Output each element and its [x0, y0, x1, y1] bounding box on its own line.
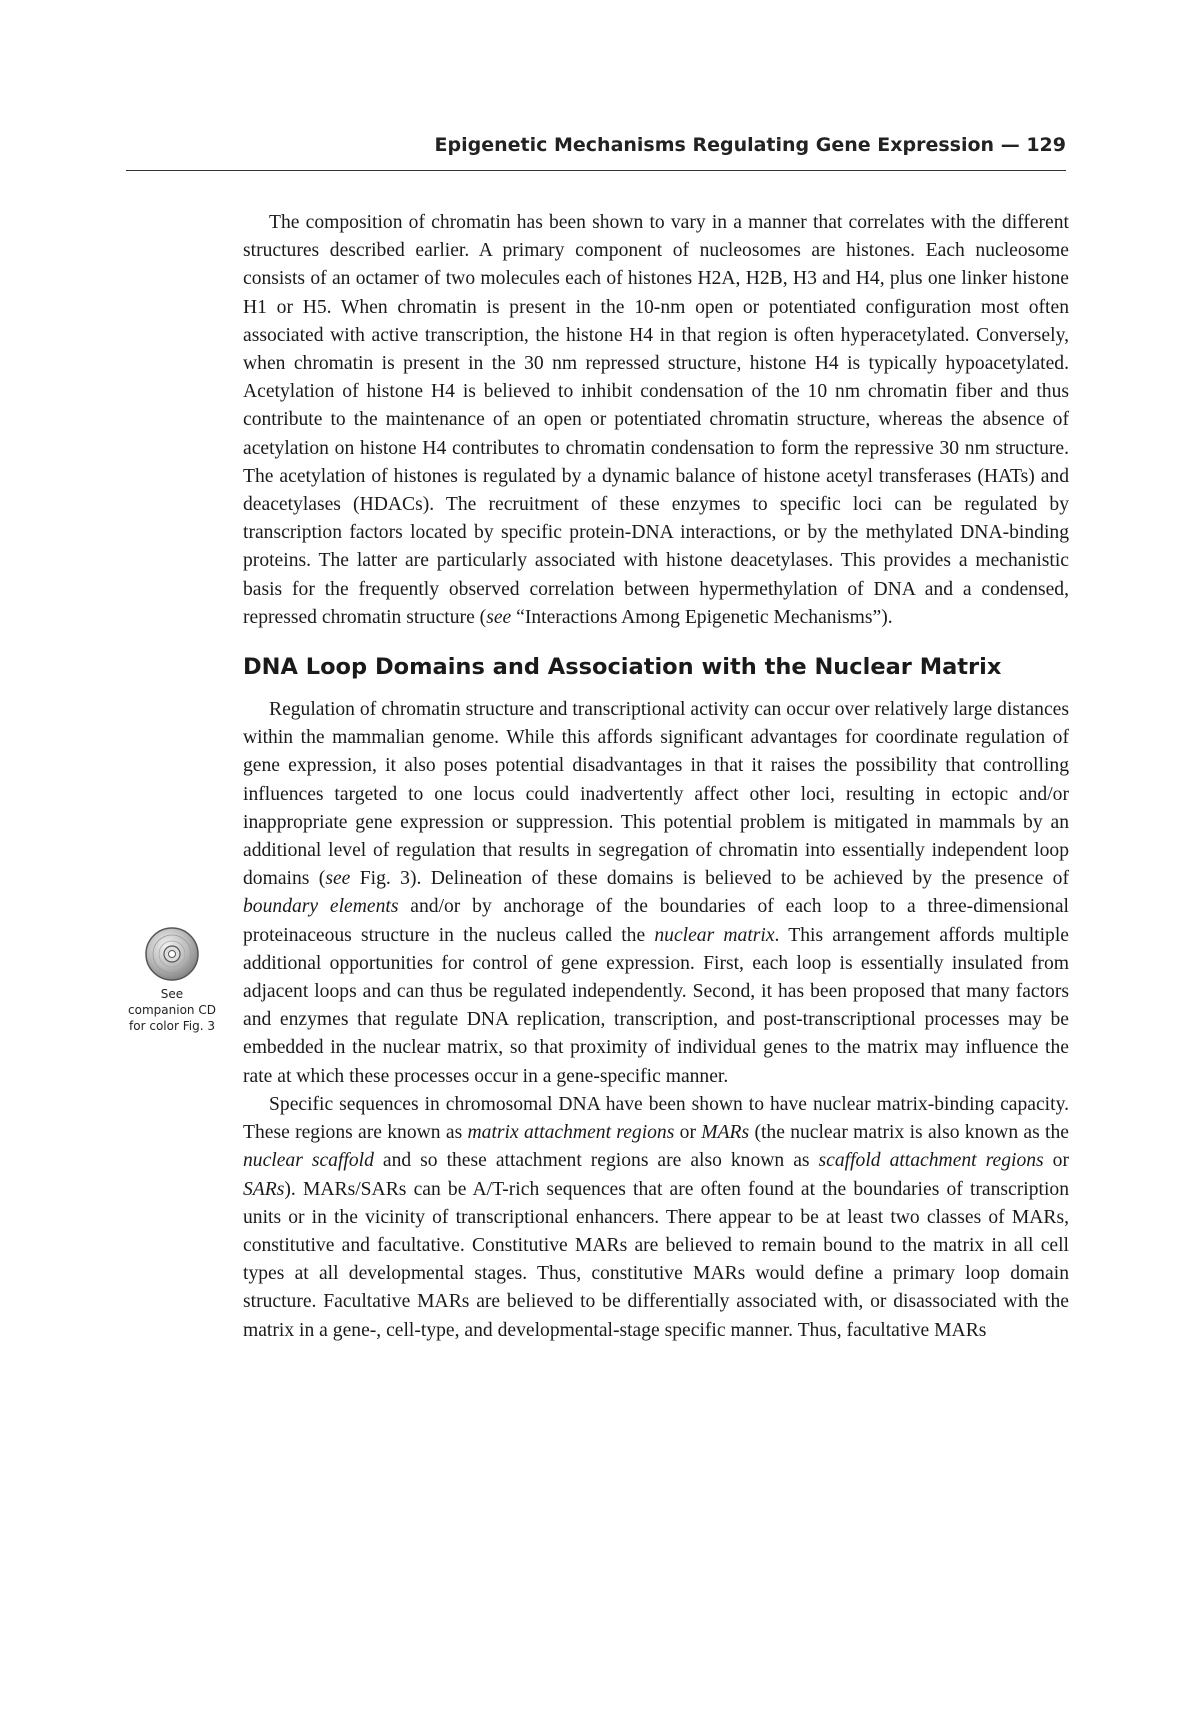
term-nuclear-matrix: nuclear matrix	[654, 924, 775, 946]
note-color-fig: for color Fig. 3	[129, 1019, 215, 1033]
cd-icon	[144, 926, 200, 982]
note-companion-cd: companion CD	[128, 1003, 216, 1017]
body-text	[243, 209, 1069, 1345]
paragraph-chromatin-composition	[243, 209, 1069, 632]
paragraph-mars	[243, 1091, 1069, 1345]
paragraph-text: . This arrangement affords multiple additional opportunities for control of gene expression. First, each loop is essentially insulated from adjacent loops and can thus be regulated independently. Second, it has been proposed that many factors and enzymes that regulate DNA replication, transcription, and post-transcriptional processes may be embedded in the nuclear matrix, so that proximity of individual genes to the matrix may influence the rate at which these processes occur in a gene-specific manner.	[243, 924, 1069, 1087]
running-head-separator: —	[994, 134, 1027, 156]
paragraph-text: Fig. 3). Delineation of these domains is believed to be achieved by the presence of	[350, 868, 1069, 890]
term-matrix-attachment-regions: matrix attachment regions	[467, 1122, 675, 1144]
term-scaffold-attachment-regions: scaffold attachment regions	[818, 1150, 1044, 1172]
paragraph-text: Specific sequences in chromosomal DNA have been shown to have nuclear matrix-binding capacity. These regions are known as	[243, 1093, 1069, 1144]
header-rule	[126, 170, 1066, 171]
paragraph-text: and/or by anchorage of the boundaries of each loop to a three-dimensional proteinaceous structure in the nucleus called the	[243, 896, 1069, 946]
page-number: 129	[1026, 134, 1066, 156]
section-heading: DNA Loop Domains and Association with the Nuclear Matrix	[243, 654, 1002, 681]
companion-cd-note	[120, 926, 224, 1034]
paragraph-text: Regulation of chromatin structure and transcriptional activity can occur over relatively large distances within the mammalian genome. While this affords significant advantages for coordinate regulation of gene expression, it also poses potential disadvantages in that it raises the possibility that controlling influences targeted to one locus could inadvertently affect other loci, resulting in ectopic and/or inappropriate gene expression or suppression. This potential problem is mitigated in mammals by an additional level of regulation that results in segregation of chromatin into essentially independent loop domains (	[243, 699, 1069, 890]
see-reference: see	[486, 606, 512, 628]
running-title: Epigenetic Mechanisms Regulating Gene Expression	[434, 134, 995, 156]
paragraph-loop-domains	[243, 696, 1069, 1091]
see-reference: see	[325, 868, 351, 890]
term-boundary-elements: boundary elements	[243, 896, 399, 918]
term-mars: MARs	[701, 1122, 750, 1144]
paragraph-text: and so these attachment regions are also known as	[373, 1150, 819, 1172]
note-see: See	[160, 987, 184, 1001]
term-sars: SARs	[243, 1178, 285, 1200]
cross-reference: “Interactions Among Epigenetic Mechanisms”).	[511, 606, 893, 628]
term-nuclear-scaffold: nuclear scaffold	[243, 1150, 374, 1172]
running-head	[126, 134, 1066, 156]
paragraph-text: The composition of chromatin has been shown to vary in a manner that correlates with the different structures described earlier. A primary component of nucleosomes are histones. Each nucleosome consists of an octamer of two molecules each of histones H2A, H2B, H3 and H4, plus one linker histone H1 or H5. When chromatin is present in the 10-nm open or potentiated configuration most often associated with active transcription, the histone H4 in that region is often hyperacetylated. Conversely, when chromatin is present in the 30 nm repressed structure, histone H4 is typically hypoacetylated. Acetylation of histone H4 is believed to inhibit condensation of the 10 nm chromatin fiber and thus contribute to the maintenance of an open or potentiated chromatin structure, whereas the absence of acetylation on histone H4 contributes to chromatin condensation to form the repressive 30 nm structure. The acetylation of histones is regulated by a dynamic balance of histone acetyl transferases (HATs) and deacetylases (HDACs). The recruitment of these enzymes to specific loci can be regulated by transcription factors located by specific protein-DNA interactions, or by the methylated DNA-binding proteins. The latter are particularly associated with histone deacetylases. This provides a mechanistic basis for the frequently observed correlation between hypermethylation of DNA and a condensed, repressed chromatin structure (	[243, 212, 1069, 628]
paragraph-text: or	[674, 1122, 702, 1144]
paragraph-text: ). MARs/SARs can be A/T-rich sequences that are often found at the boundaries of transcription units or in the vicinity of transcriptional enhancers. There appear to be at least two classes of MARs, constitutive and facultative. Constitutive MARs are believed to remain bound to the matrix in all cell types at all developmental stages. Thus, constitutive MARs would define a primary loop domain structure. Facultative MARs are believed to be differentially associated with, or disassociated with the matrix in a gene-, cell-type, and developmental-stage specific manner. Thus, facultative MARs	[243, 1178, 1069, 1341]
paragraph-text: or	[1043, 1150, 1069, 1172]
paragraph-text: (the nuclear matrix is also known as the	[749, 1122, 1069, 1144]
